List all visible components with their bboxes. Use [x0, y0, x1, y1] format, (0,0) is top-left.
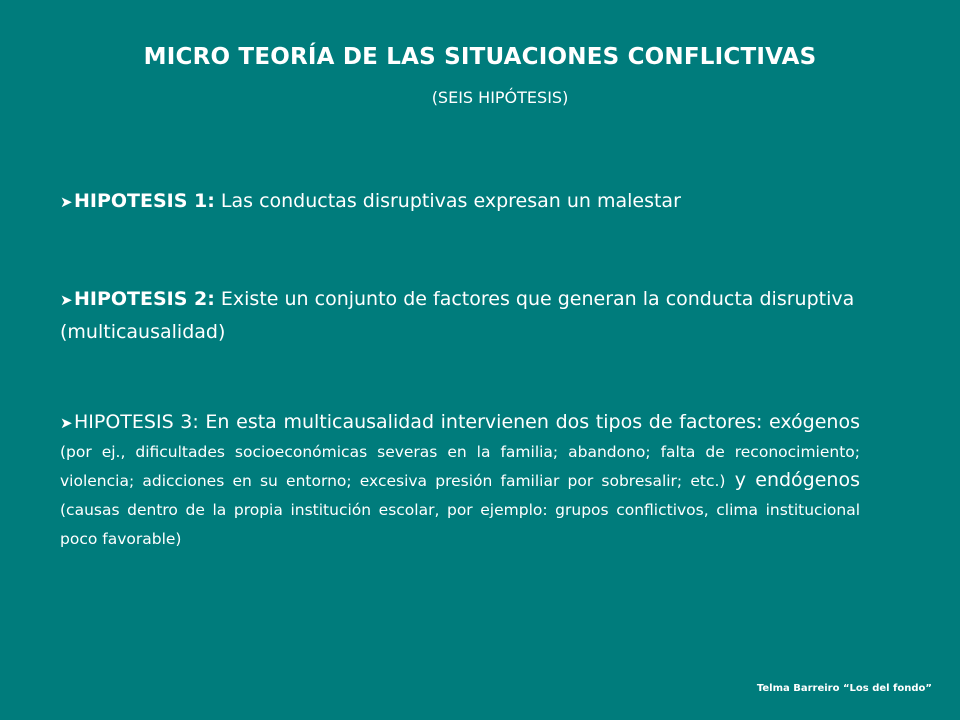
hypothesis-3-endogenous: y endógenos	[725, 469, 860, 491]
slide-subtitle: (SEIS HIPÓTESIS)	[431, 88, 569, 107]
arrowhead-bullet-icon: ➤	[60, 291, 73, 309]
hypothesis-2	[60, 283, 860, 348]
hypothesis-3-exogenous-examples: (por ej., dificultades socioeconómicas severas en la familia; abandono; falta de reconocimiento; violencia; adicciones en su entorno; excesiva presión familiar por sobresalir; etc.)	[60, 443, 860, 490]
hypothesis-1	[60, 185, 860, 218]
hypothesis-2-text: Existe un conjunto de factores que generan la conducta disruptiva (multicausalidad)	[60, 288, 855, 343]
hypothesis-1-text: Las conductas disruptivas expresan un malestar	[214, 190, 681, 212]
hypothesis-3	[60, 408, 860, 553]
hypothesis-3-label: HIPOTESIS 3:	[74, 411, 199, 433]
slide-title: MICRO TEORÍA DE LAS SITUACIONES CONFLICTIVAS	[143, 44, 817, 70]
footer-credit: Telma Barreiro “Los del fondo”	[756, 683, 932, 694]
hypothesis-3-exogenous: En esta multicausalidad intervienen dos tipos de factores: exógenos	[198, 411, 860, 433]
hypothesis-1-label: HIPOTESIS 1:	[74, 190, 215, 212]
arrowhead-bullet-icon: ➤	[60, 414, 73, 432]
arrowhead-bullet-icon: ➤	[60, 193, 73, 211]
hypothesis-3-endogenous-examples: (causas dentro de la propia institución escolar, por ejemplo: grupos conflictivos, clima institucional poco favorable)	[60, 501, 860, 548]
hypothesis-2-label: HIPOTESIS 2:	[74, 288, 215, 310]
